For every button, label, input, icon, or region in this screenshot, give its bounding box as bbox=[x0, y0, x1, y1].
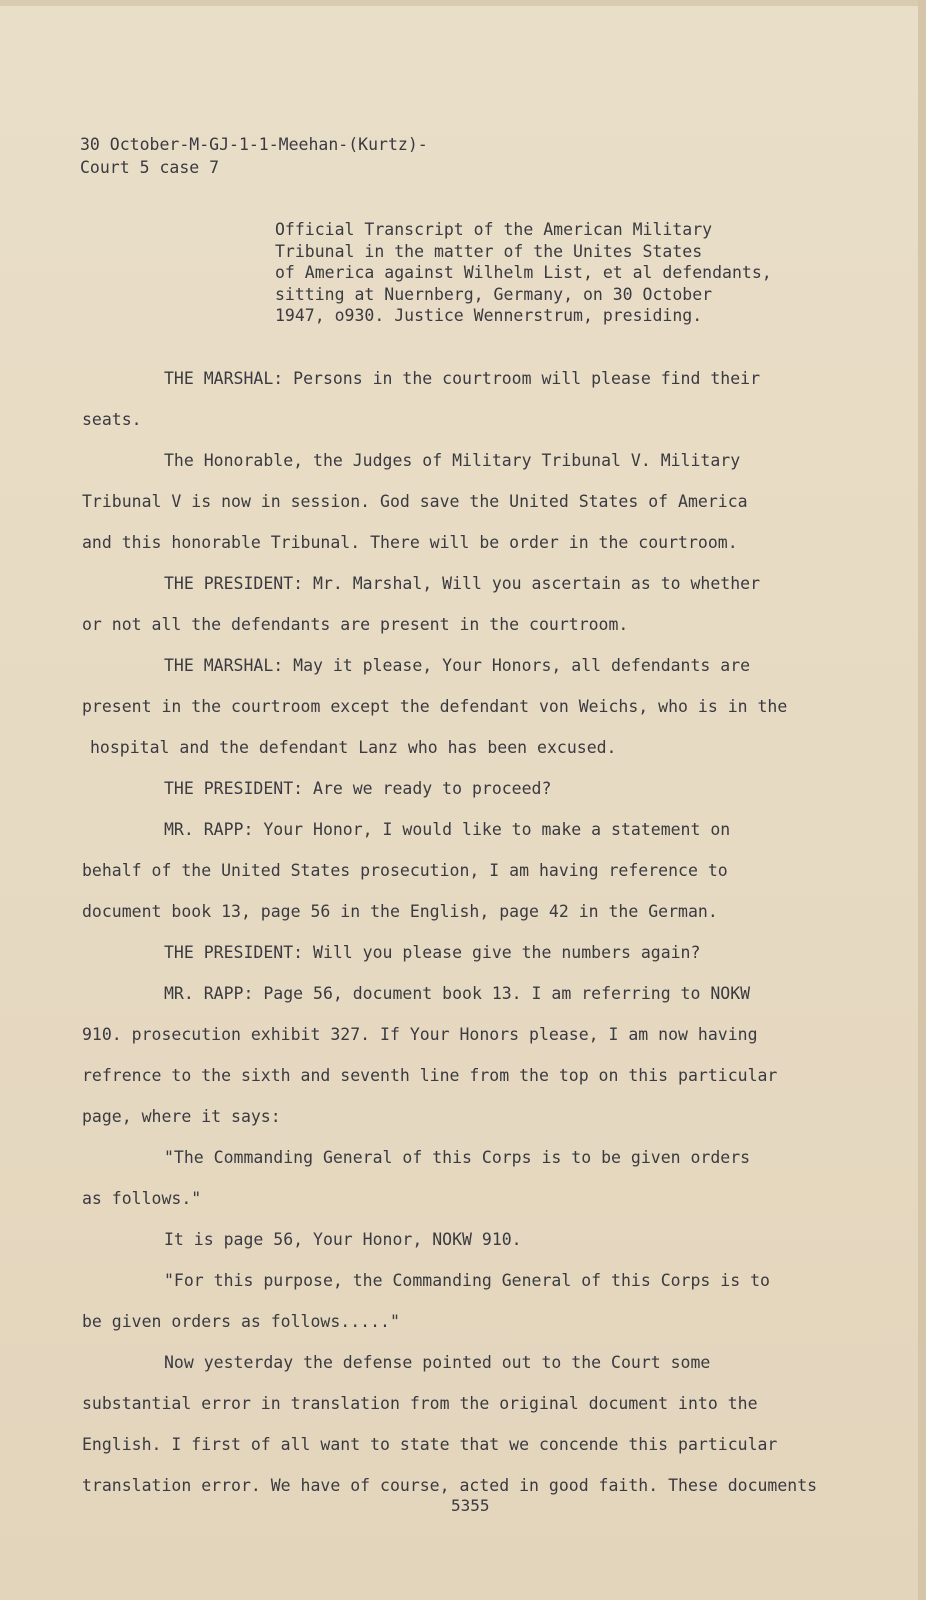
body-line-28: translation error. We have of course, acted in good faith. These documents bbox=[82, 1476, 818, 1495]
caption-line-2: Tribunal in the matter of the Unites States bbox=[275, 241, 703, 261]
header-line-1: 30 October-M-GJ-1-1-Meehan-(Kurtz)- bbox=[80, 135, 428, 154]
body-line-23: "For this purpose, the Commanding General of this Corps is to bbox=[164, 1271, 770, 1290]
caption-line-1: Official Transcript of the American Military bbox=[275, 220, 713, 239]
transcript-body bbox=[82, 358, 842, 1506]
body-line-14: document book 13, page 56 in the English, page 42 in the German. bbox=[82, 902, 718, 921]
body-line-11: THE PRESIDENT: Are we ready to proceed? bbox=[164, 779, 552, 798]
body-line-4: Tribunal V is now in session. God save the United States of America bbox=[82, 492, 748, 511]
body-line-22: It is page 56, Your Honor, NOKW 910. bbox=[164, 1230, 522, 1249]
body-line-1: THE MARSHAL: Persons in the courtroom will please find their bbox=[164, 369, 761, 388]
body-line-27: English. I first of all want to state that we concende this particular bbox=[82, 1435, 778, 1454]
body-line-15: THE PRESIDENT: Will you please give the numbers again? bbox=[164, 943, 701, 962]
body-line-17: 910. prosecution exhibit 327. If Your Honors please, I am now having bbox=[82, 1025, 758, 1044]
body-line-26: substantial error in translation from the original document into the bbox=[82, 1394, 758, 1413]
body-line-13: behalf of the United States prosecution, I am having reference to bbox=[82, 861, 728, 880]
body-line-19: page, where it says: bbox=[82, 1107, 281, 1126]
document-header bbox=[80, 133, 428, 179]
body-line-9: present in the courtroom except the defendant von Weichs, who is in the bbox=[82, 697, 788, 716]
body-line-16: MR. RAPP: Page 56, document book 13. I am referring to NOKW bbox=[164, 984, 751, 1003]
body-line-7: or not all the defendants are present in the courtroom. bbox=[82, 615, 629, 634]
body-line-12: MR. RAPP: Your Honor, I would like to make a statement on bbox=[164, 820, 731, 839]
body-line-6: THE PRESIDENT: Mr. Marshal, Will you ascertain as to whether bbox=[164, 574, 761, 593]
page-top-edge bbox=[0, 0, 926, 6]
page-right-edge bbox=[918, 0, 926, 1600]
body-line-8: THE MARSHAL: May it please, Your Honors, all defendants are bbox=[164, 656, 751, 675]
body-line-18: refrence to the sixth and seventh line from the top on this particular bbox=[82, 1066, 778, 1085]
caption-line-3: of America against Wilhelm List, et al defendants, bbox=[275, 263, 772, 282]
transcript-caption bbox=[275, 219, 835, 327]
caption-line-5: 1947, o930. Justice Wennerstrum, presiding. bbox=[275, 306, 703, 325]
body-line-25: Now yesterday the defense pointed out to the Court some bbox=[164, 1353, 711, 1372]
header-line-2: Court 5 case 7 bbox=[80, 158, 220, 177]
body-line-20: "The Commanding General of this Corps is to be given orders bbox=[164, 1148, 751, 1167]
body-line-5: and this honorable Tribunal. There will be order in the courtroom. bbox=[82, 533, 738, 552]
body-line-21: as follows." bbox=[82, 1189, 202, 1208]
body-line-10: hospital and the defendant Lanz who has been excused. bbox=[90, 738, 617, 757]
body-line-24: be given orders as follows....." bbox=[82, 1312, 400, 1331]
body-line-3: The Honorable, the Judges of Military Tribunal V. Military bbox=[164, 451, 741, 470]
body-line-2: seats. bbox=[82, 410, 142, 429]
caption-line-4: sitting at Nuernberg, Germany, on 30 October bbox=[275, 284, 713, 304]
page-number: 5355 bbox=[451, 1496, 490, 1515]
